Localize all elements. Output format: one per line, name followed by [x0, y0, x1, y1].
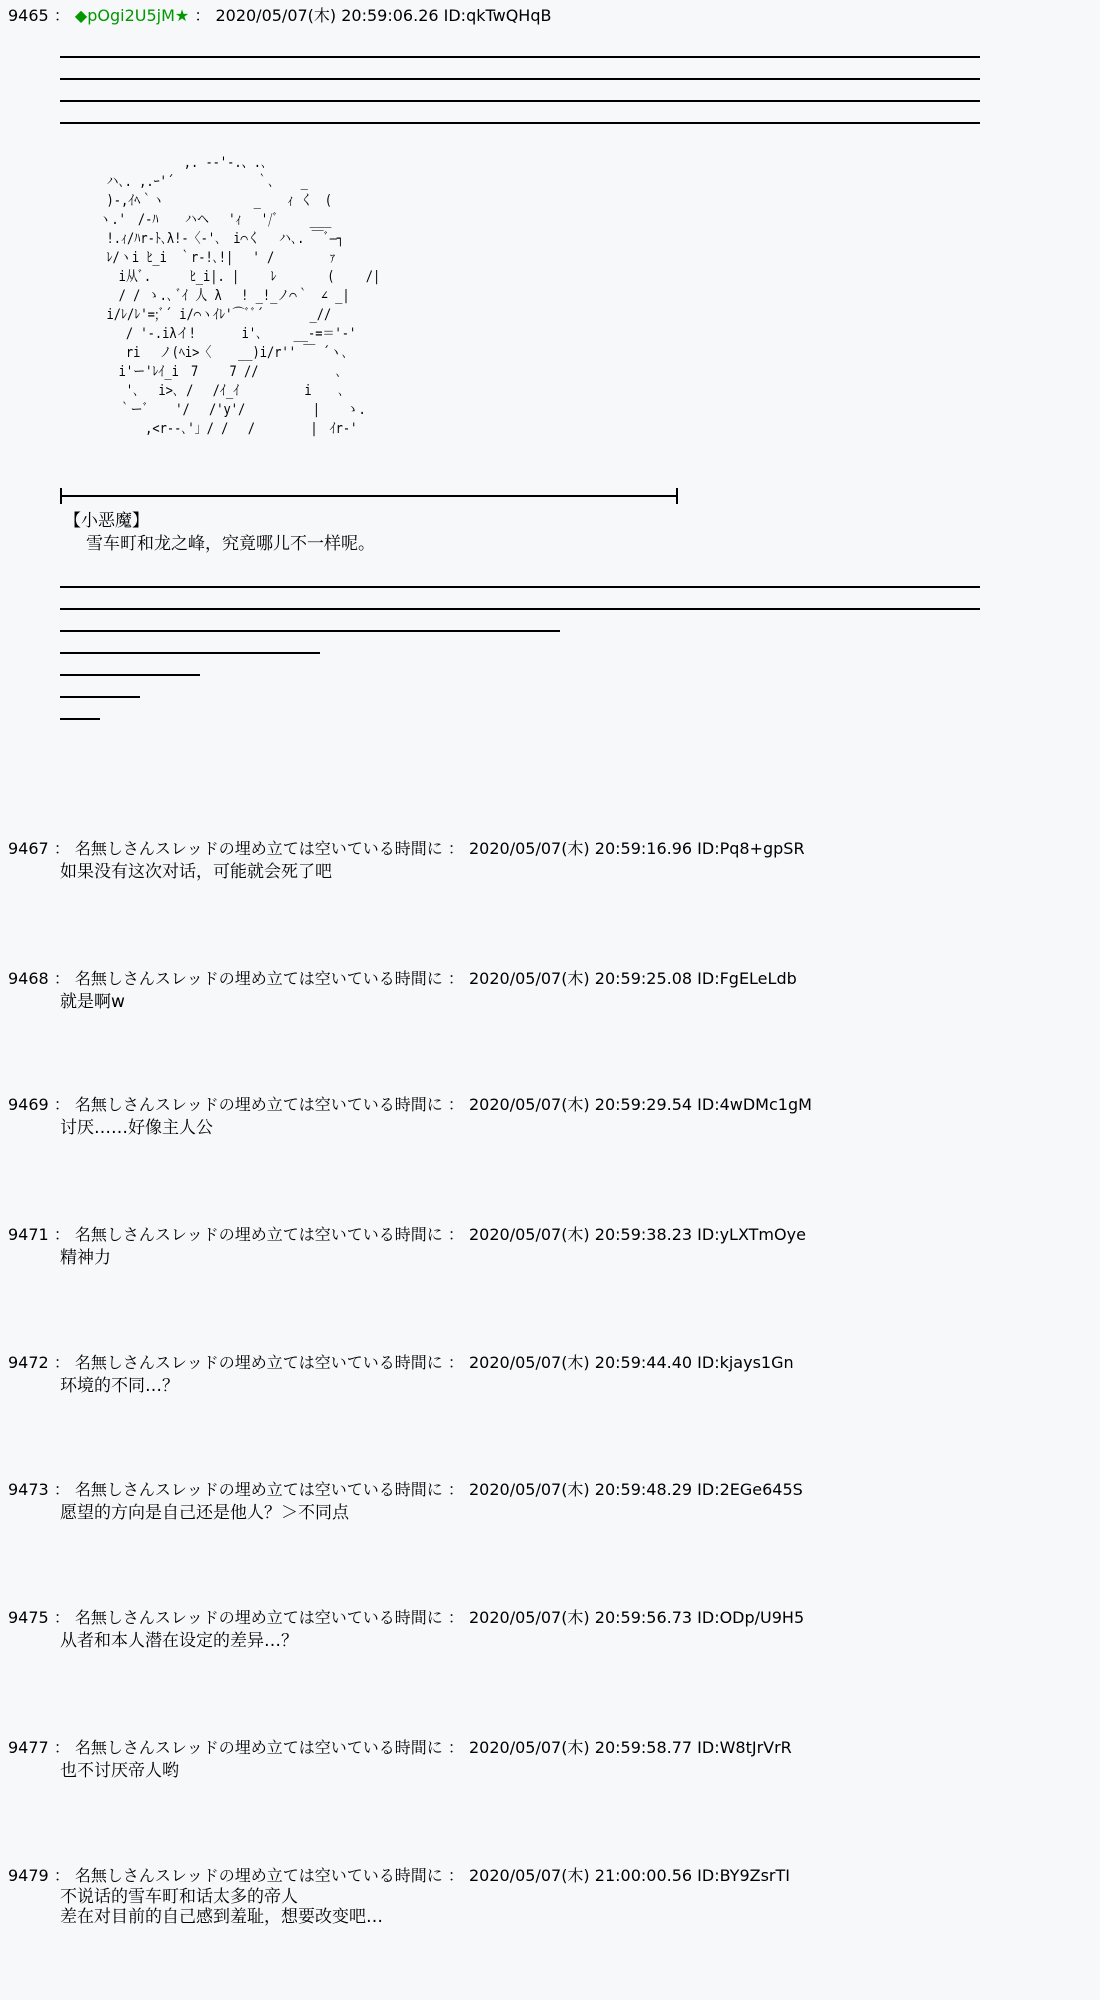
post-number[interactable]: 9472 — [8, 1353, 49, 1372]
post-datetime-id: 2020/05/07(木) 20:59:29.54 ID:4wDMc1gM — [468, 1095, 812, 1114]
post-datetime-id: 2020/05/07(木) 21:00:00.56 ID:BY9ZsrTI — [468, 1866, 791, 1885]
post-header — [8, 1738, 792, 1758]
post-body-line: 如果没有这次对话，可能就会死了吧 — [60, 862, 332, 882]
post-separator: ： — [447, 1353, 464, 1372]
post-separator: ： — [447, 1738, 464, 1757]
poster-name: 名無しさんスレッドの埋め立ては空いている時間に — [74, 1095, 443, 1114]
post-body-line: 讨厌……好像主人公 — [60, 1118, 213, 1138]
post-header — [8, 1480, 803, 1500]
post-datetime-id: 2020/05/07(木) 20:59:58.77 ID:W8tJrVrR — [468, 1738, 792, 1757]
post-separator: ： — [447, 1480, 464, 1499]
post-body-line: 从者和本人潜在设定的差异…？ — [60, 1631, 298, 1651]
post-header — [8, 1866, 790, 1886]
divider-line — [60, 630, 560, 632]
divider-line — [60, 586, 980, 588]
post-number[interactable]: 9467 — [8, 839, 49, 858]
post-datetime-id: 2020/05/07(木) 20:59:48.29 ID:2EGe645S — [468, 1480, 803, 1499]
post-separator: ： — [447, 1608, 464, 1627]
post-separator: ： — [53, 1738, 70, 1757]
post-number[interactable]: 9468 — [8, 969, 49, 988]
poster-name: 名無しさんスレッドの埋め立ては空いている時間に — [74, 1480, 443, 1499]
poster-name: 名無しさんスレッドの埋め立ては空いている時間に — [74, 1225, 443, 1244]
divider-line — [60, 100, 980, 102]
poster-name: 名無しさんスレッドの埋め立ては空いている時間に — [74, 1866, 443, 1885]
post-header — [8, 6, 551, 26]
crossbar-line — [60, 495, 678, 497]
divider-line — [60, 122, 980, 124]
post-header — [8, 1095, 812, 1115]
post-separator: ： — [53, 1608, 70, 1627]
post-separator: ： — [53, 1480, 70, 1499]
post-separator: ： — [53, 1353, 70, 1372]
post-separator: ： — [53, 1095, 70, 1114]
post-body-line: 愿望的方向是自己还是他人？＞不同点 — [60, 1503, 349, 1523]
post-header — [8, 1608, 804, 1628]
post-separator: ： — [447, 1866, 464, 1885]
post-separator: ： — [53, 6, 70, 25]
post-datetime-id: 2020/05/07(木) 20:59:16.96 ID:Pq8+gpSR — [468, 839, 805, 858]
post-separator: ： — [194, 6, 211, 25]
post-header — [8, 1225, 806, 1245]
poster-name: 名無しさんスレッドの埋め立ては空いている時間に — [74, 1353, 443, 1372]
poster-name: ◆pOgi2U5jM★ — [74, 6, 190, 25]
post-number[interactable]: 9473 — [8, 1480, 49, 1499]
post-body-line: 也不讨厌帝人哟 — [60, 1761, 179, 1781]
post-datetime-id: 2020/05/07(木) 20:59:38.23 ID:yLXTmOye — [468, 1225, 806, 1244]
divider-line — [60, 608, 980, 610]
post-body-line: 就是啊w — [60, 992, 125, 1012]
post-separator: ： — [53, 969, 70, 988]
post-body-line: 不说话的雪车町和话太多的帝人 — [60, 1887, 298, 1907]
divider-line — [60, 718, 100, 720]
speaker-label: 【小恶魔】 — [64, 511, 149, 531]
post-separator: ： — [53, 1866, 70, 1885]
divider-line — [60, 696, 140, 698]
post-number[interactable]: 9477 — [8, 1738, 49, 1757]
post-header — [8, 969, 797, 989]
poster-name: 名無しさんスレッドの埋め立ては空いている時間に — [74, 1738, 443, 1757]
divider-line — [60, 78, 980, 80]
post-number[interactable]: 9471 — [8, 1225, 49, 1244]
post-header — [8, 839, 805, 859]
post-datetime-id: 2020/05/07(木) 20:59:56.73 ID:ODp/U9H5 — [468, 1608, 805, 1627]
post-body-line: 差在对目前的自己感到羞耻，想要改变吧… — [60, 1907, 383, 1927]
post-separator: ： — [447, 969, 464, 988]
post-number[interactable]: 9469 — [8, 1095, 49, 1114]
post-separator: ： — [447, 839, 464, 858]
post-datetime-id: 2020/05/07(木) 20:59:06.26 ID:qkTwQHqB — [215, 6, 552, 25]
post-datetime-id: 2020/05/07(木) 20:59:44.40 ID:kjays1Gn — [468, 1353, 794, 1372]
post-separator: ： — [53, 1225, 70, 1244]
post-separator: ： — [447, 1225, 464, 1244]
post-number[interactable]: 9475 — [8, 1608, 49, 1627]
crossbar-tick — [676, 488, 678, 504]
post-separator: ： — [447, 1095, 464, 1114]
divider-line — [60, 674, 200, 676]
poster-name: 名無しさんスレッドの埋め立ては空いている時間に — [74, 839, 443, 858]
divider-line — [60, 652, 320, 654]
post-body-line: 精神力 — [60, 1248, 111, 1268]
divider-line — [60, 56, 980, 58]
post-datetime-id: 2020/05/07(木) 20:59:25.08 ID:FgELeLdb — [468, 969, 797, 988]
post-header — [8, 1353, 794, 1373]
post-separator: ： — [53, 839, 70, 858]
poster-name: 名無しさんスレッドの埋め立ては空いている時間に — [74, 969, 443, 988]
crossbar-tick — [60, 488, 62, 504]
poster-name: 名無しさんスレッドの埋め立ては空いている時間に — [74, 1608, 443, 1627]
ascii-art-character: ,. --'‐.、.､ ハ､. ,.ｰ'´ ｀､ _ )-,ｲﾍ｀ヽ _ ｨ く ( ヽ.' /-ﾊ ハヘ 'ｨ '/ﾞ ___ !.ｨ/ﾊr-ﾄ､λ!-〈-'､ i⌒く ハ､. ￣ﾞ―┐ ﾚ/ヽi ﾋ_i ｀r-!､!| ' / ｧ i从ﾞ. ﾋ_i|. | ﾚ ( /| / / ゝ.､ ﾞｲ 人 λ ! _!_ノ⌒｀ ∠ _| i/ﾚ/ﾚ'=;ﾞ´ i/⌒ヽｲﾚ'⌒ﾞﾞ´ _// / '‐.iλイ! i'､ __-=＝'‐' ri ノ(ﾍi>〈 __)i/r'' ￣ ´ヽ､ i'ー'ﾚｲ_i 7 7 // ､ '､ i>､ / /ｲ_ｲ i ､ ｀ーﾞ '/ /'y'/ | ゝ. ,<r--､'」/ / / | ｲr-' — [99, 155, 381, 437]
dialogue-line: 雪车町和龙之峰，究竟哪儿不一样呢。 — [86, 534, 375, 554]
post-number[interactable]: 9465 — [8, 6, 49, 25]
post-number[interactable]: 9479 — [8, 1866, 49, 1885]
post-body-line: 环境的不同…？ — [60, 1376, 179, 1396]
